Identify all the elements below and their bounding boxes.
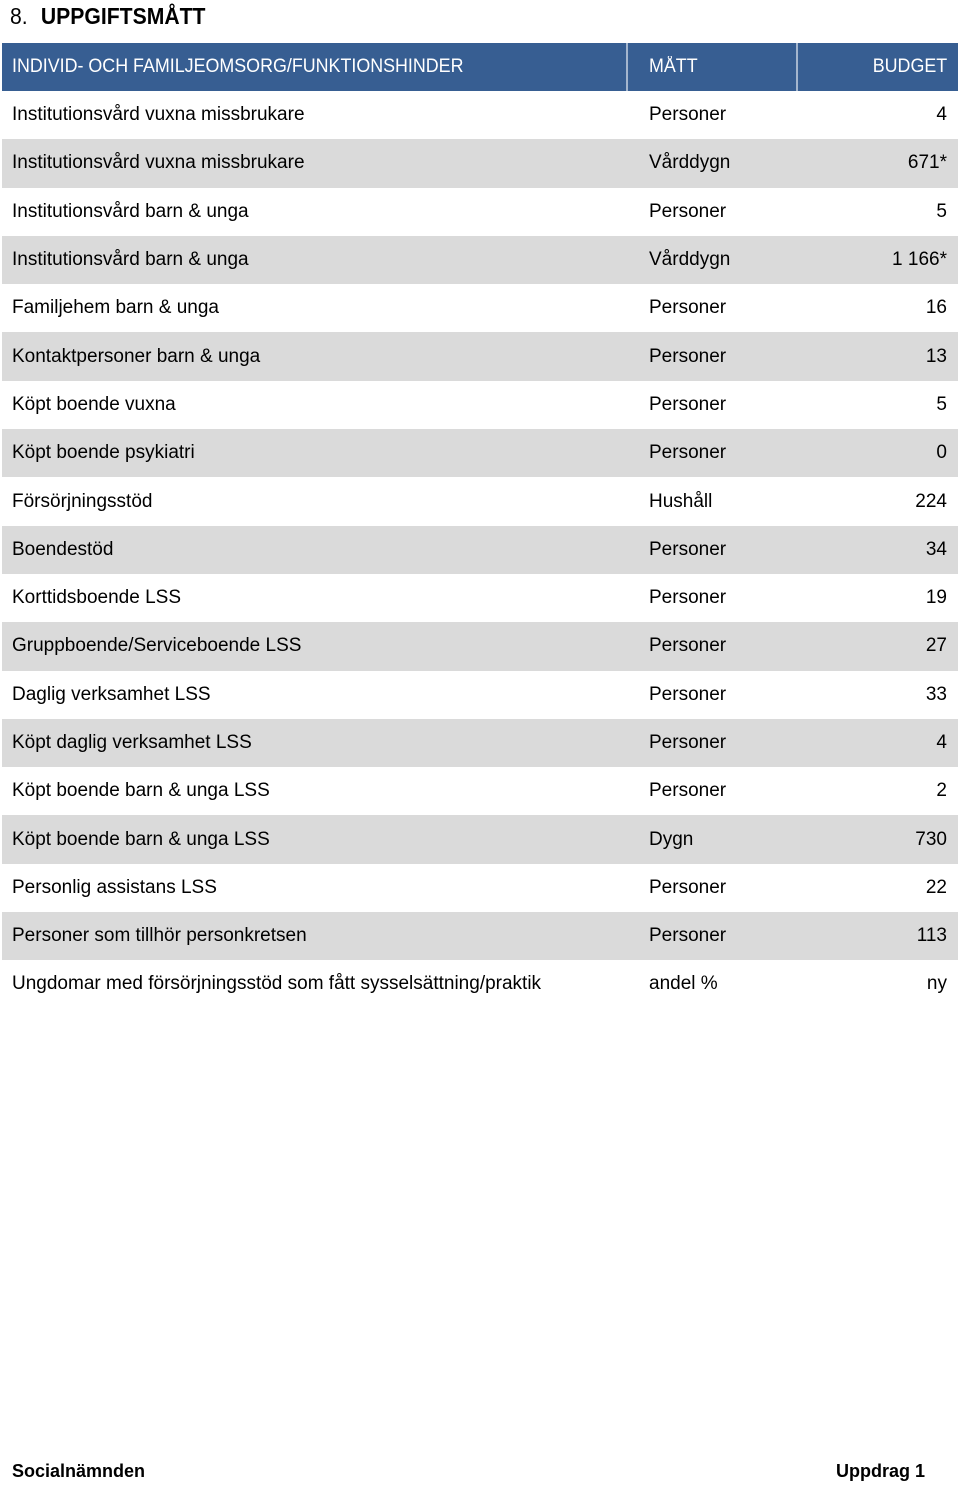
table-row	[2, 139, 958, 187]
column-header-unit: MÅTT	[649, 56, 698, 77]
column-divider	[626, 43, 628, 91]
row-budget-value: 16	[925, 297, 947, 319]
row-unit: Personer	[649, 538, 727, 560]
row-budget-value: 113	[916, 925, 947, 947]
row-measure-name: Familjehem barn & unga	[12, 297, 219, 319]
column-header-name: INDIVID- OCH FAMILJEOMSORG/FUNKTIONSHINDER	[12, 56, 464, 77]
row-budget-value: 27	[925, 635, 947, 657]
table-header-row	[2, 43, 958, 91]
table-row	[2, 188, 958, 236]
table-row	[2, 912, 958, 960]
row-measure-name: Institutionsvård barn & unga	[12, 200, 249, 222]
section-title: UPPGIFTSMÅTT	[40, 3, 206, 29]
row-unit: Personer	[649, 683, 727, 705]
table-row	[2, 236, 958, 284]
row-budget-value: 19	[925, 587, 947, 609]
table-row	[2, 477, 958, 525]
table-row	[2, 960, 958, 1008]
section-heading	[10, 2, 205, 30]
row-measure-name: Institutionsvård barn & unga	[12, 249, 249, 271]
measures-table	[2, 43, 958, 1009]
table-row	[2, 526, 958, 574]
row-unit: Vårddygn	[649, 249, 731, 271]
row-measure-name: Köpt daglig verksamhet LSS	[12, 732, 252, 753]
row-budget-value: 4	[936, 732, 947, 753]
table-row	[2, 332, 958, 380]
row-budget-value: 2	[936, 780, 947, 802]
table-body	[2, 91, 958, 1009]
row-measure-name: Daglig verksamhet LSS	[12, 683, 211, 705]
column-header-value: BUDGET	[872, 56, 947, 77]
row-measure-name: Försörjningsstöd	[12, 490, 153, 512]
row-budget-value: 1 166*	[892, 249, 947, 271]
table-row	[2, 622, 958, 670]
row-budget-value: 730	[915, 828, 947, 850]
row-unit: Personer	[649, 732, 727, 753]
row-measure-name: Köpt boende barn & unga LSS	[12, 828, 270, 850]
row-measure-name: Kontaktpersoner barn & unga	[12, 345, 261, 367]
row-unit: Personer	[649, 587, 727, 609]
table-row	[2, 864, 958, 912]
row-budget-value: 34	[925, 538, 947, 560]
row-measure-name: Köpt boende barn & unga LSS	[12, 780, 270, 802]
row-unit: Personer	[649, 925, 727, 947]
row-budget-value: 4	[936, 104, 947, 126]
row-unit: Dygn	[649, 828, 694, 850]
row-measure-name: Korttidsboende LSS	[12, 587, 182, 609]
row-budget-value: 5	[936, 393, 947, 415]
row-unit: Hushåll	[649, 490, 713, 512]
row-unit: Vårddygn	[649, 152, 731, 174]
row-unit: Personer	[649, 876, 727, 898]
row-measure-name: Institutionsvård vuxna missbrukare	[12, 104, 305, 126]
table-row	[2, 429, 958, 477]
row-unit: andel %	[649, 973, 718, 995]
table-row	[2, 815, 958, 863]
row-unit: Personer	[649, 297, 727, 319]
row-measure-name: Köpt boende vuxna	[12, 393, 176, 415]
row-unit: Personer	[649, 104, 727, 126]
table-row	[2, 767, 958, 815]
row-measure-name: Personer som tillhör personkretsen	[12, 925, 307, 947]
row-unit: Personer	[649, 635, 727, 657]
row-budget-value: ny	[926, 973, 947, 995]
row-unit: Personer	[649, 393, 727, 415]
row-measure-name: Ungdomar med försörjningsstöd som fått sysselsättning/praktik	[12, 973, 542, 995]
table-row	[2, 284, 958, 332]
row-measure-name: Personlig assistans LSS	[12, 876, 217, 898]
row-measure-name: Gruppboende/Serviceboende LSS	[12, 635, 302, 657]
row-budget-value: 33	[925, 683, 947, 705]
row-unit: Personer	[649, 345, 727, 367]
table-row	[2, 381, 958, 429]
row-budget-value: 0	[936, 442, 947, 464]
row-budget-value: 5	[936, 200, 947, 222]
column-divider	[796, 43, 798, 91]
table-row	[2, 574, 958, 622]
row-budget-value: 22	[925, 876, 947, 898]
footer-organization: Socialnämnden	[12, 1461, 146, 1481]
row-measure-name: Köpt boende psykiatri	[12, 442, 195, 464]
section-number: 8.	[10, 3, 28, 29]
table-row	[2, 91, 958, 139]
row-unit: Personer	[649, 780, 727, 802]
row-unit: Personer	[649, 200, 727, 222]
row-measure-name: Boendestöd	[12, 538, 114, 560]
row-budget-value: 671*	[907, 152, 947, 174]
row-budget-value: 13	[925, 345, 947, 367]
table-row	[2, 671, 958, 719]
row-measure-name: Institutionsvård vuxna missbrukare	[12, 152, 305, 174]
table-row	[2, 719, 958, 767]
footer-assignment: Uppdrag 1	[836, 1461, 926, 1481]
row-unit: Personer	[649, 442, 727, 464]
row-budget-value: 224	[915, 490, 947, 512]
